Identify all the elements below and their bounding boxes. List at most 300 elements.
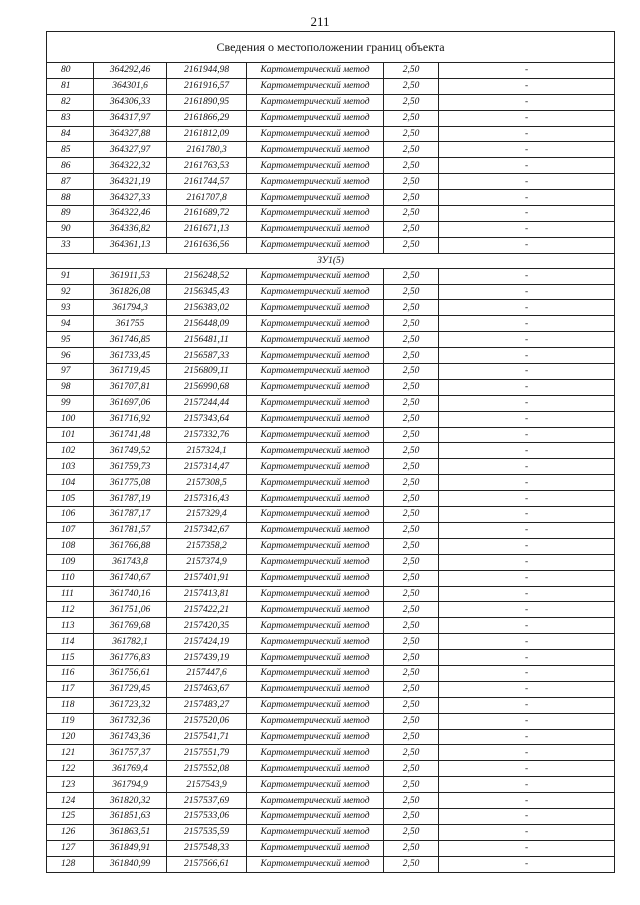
section-row [47, 253, 615, 268]
method-cell: Картометрический метод [247, 237, 384, 253]
method-cell: Картометрический метод [247, 475, 384, 491]
accuracy-cell: 2,50 [384, 650, 439, 666]
x-coordinate-cell: 361911,53 [94, 268, 167, 284]
method-cell: Картометрический метод [247, 745, 384, 761]
note-cell: - [439, 316, 615, 332]
method-cell: Картометрический метод [247, 538, 384, 554]
accuracy-cell: 2,50 [384, 618, 439, 634]
table-row [47, 570, 615, 586]
table-row [47, 110, 615, 126]
accuracy-cell: 2,50 [384, 681, 439, 697]
y-coordinate-cell: 2157552,08 [167, 761, 247, 777]
y-coordinate-cell: 2157447,6 [167, 665, 247, 681]
method-cell: Картометрический метод [247, 364, 384, 380]
x-coordinate-cell: 361719,45 [94, 364, 167, 380]
x-coordinate-cell: 364322,46 [94, 206, 167, 222]
note-cell: - [439, 713, 615, 729]
x-coordinate-cell: 361794,3 [94, 300, 167, 316]
method-cell: Картометрический метод [247, 443, 384, 459]
table-title: Сведения о местоположении границ объекта [47, 32, 615, 63]
method-cell: Картометрический метод [247, 78, 384, 94]
point-number-cell: 88 [47, 190, 94, 206]
point-number-cell: 91 [47, 268, 94, 284]
y-coordinate-cell: 2157439,19 [167, 650, 247, 666]
x-coordinate-cell: 361697,06 [94, 395, 167, 411]
point-number-cell: 115 [47, 650, 94, 666]
note-cell: - [439, 78, 615, 94]
y-coordinate-cell: 2157422,21 [167, 602, 247, 618]
note-cell: - [439, 634, 615, 650]
x-coordinate-cell: 361740,67 [94, 570, 167, 586]
x-coordinate-cell: 361782,1 [94, 634, 167, 650]
y-coordinate-cell: 2157548,33 [167, 840, 247, 856]
y-coordinate-cell: 2157483,27 [167, 697, 247, 713]
table-row [47, 507, 615, 523]
table-row [47, 206, 615, 222]
y-coordinate-cell: 2157343,64 [167, 411, 247, 427]
table-row [47, 158, 615, 174]
y-coordinate-cell: 2157244,44 [167, 395, 247, 411]
note-cell: - [439, 570, 615, 586]
table-row [47, 538, 615, 554]
accuracy-cell: 2,50 [384, 443, 439, 459]
x-coordinate-cell: 364321,19 [94, 174, 167, 190]
note-cell: - [439, 808, 615, 824]
y-coordinate-cell: 2157541,71 [167, 729, 247, 745]
accuracy-cell: 2,50 [384, 316, 439, 332]
y-coordinate-cell: 2156345,43 [167, 284, 247, 300]
method-cell: Картометрический метод [247, 650, 384, 666]
table-row [47, 777, 615, 793]
x-coordinate-cell: 361743,8 [94, 554, 167, 570]
table-row [47, 348, 615, 364]
note-cell: - [439, 221, 615, 237]
y-coordinate-cell: 2157420,35 [167, 618, 247, 634]
accuracy-cell: 2,50 [384, 634, 439, 650]
accuracy-cell: 2,50 [384, 110, 439, 126]
point-number-cell: 113 [47, 618, 94, 634]
y-coordinate-cell: 2156990,68 [167, 379, 247, 395]
method-cell: Картометрический метод [247, 840, 384, 856]
table-group-a [47, 63, 615, 254]
accuracy-cell: 2,50 [384, 570, 439, 586]
y-coordinate-cell: 2157324,1 [167, 443, 247, 459]
note-cell: - [439, 284, 615, 300]
accuracy-cell: 2,50 [384, 190, 439, 206]
point-number-cell: 122 [47, 761, 94, 777]
y-coordinate-cell: 2156248,52 [167, 268, 247, 284]
x-coordinate-cell: 361751,06 [94, 602, 167, 618]
y-coordinate-cell: 2156587,33 [167, 348, 247, 364]
method-cell: Картометрический метод [247, 793, 384, 809]
y-coordinate-cell: 2157401,91 [167, 570, 247, 586]
point-number-cell: 118 [47, 697, 94, 713]
table-row [47, 793, 615, 809]
note-cell: - [439, 63, 615, 79]
x-coordinate-cell: 361851,63 [94, 808, 167, 824]
x-coordinate-cell: 361769,68 [94, 618, 167, 634]
point-number-cell: 126 [47, 824, 94, 840]
x-coordinate-cell: 361741,48 [94, 427, 167, 443]
y-coordinate-cell: 2156481,11 [167, 332, 247, 348]
x-coordinate-cell: 361732,36 [94, 713, 167, 729]
point-number-cell: 85 [47, 142, 94, 158]
table-row [47, 554, 615, 570]
accuracy-cell: 2,50 [384, 602, 439, 618]
method-cell: Картометрический метод [247, 634, 384, 650]
point-number-cell: 92 [47, 284, 94, 300]
note-cell: - [439, 237, 615, 253]
method-cell: Картометрический метод [247, 284, 384, 300]
x-coordinate-cell: 364292,46 [94, 63, 167, 79]
y-coordinate-cell: 2157413,81 [167, 586, 247, 602]
accuracy-cell: 2,50 [384, 158, 439, 174]
x-coordinate-cell: 361787,19 [94, 491, 167, 507]
accuracy-cell: 2,50 [384, 538, 439, 554]
table-row [47, 237, 615, 253]
accuracy-cell: 2,50 [384, 729, 439, 745]
x-coordinate-cell: 361757,37 [94, 745, 167, 761]
method-cell: Картометрический метод [247, 126, 384, 142]
note-cell: - [439, 459, 615, 475]
method-cell: Картометрический метод [247, 713, 384, 729]
point-number-cell: 112 [47, 602, 94, 618]
method-cell: Картометрический метод [247, 332, 384, 348]
table-row [47, 475, 615, 491]
accuracy-cell: 2,50 [384, 411, 439, 427]
accuracy-cell: 2,50 [384, 395, 439, 411]
point-number-cell: 124 [47, 793, 94, 809]
note-cell: - [439, 824, 615, 840]
y-coordinate-cell: 2161944,98 [167, 63, 247, 79]
x-coordinate-cell: 361729,45 [94, 681, 167, 697]
table-row [47, 697, 615, 713]
method-cell: Картометрический метод [247, 459, 384, 475]
accuracy-cell: 2,50 [384, 808, 439, 824]
x-coordinate-cell: 361746,85 [94, 332, 167, 348]
point-number-cell: 121 [47, 745, 94, 761]
y-coordinate-cell: 2157551,79 [167, 745, 247, 761]
note-cell: - [439, 761, 615, 777]
point-number-cell: 81 [47, 78, 94, 94]
x-coordinate-cell: 361794,9 [94, 777, 167, 793]
note-cell: - [439, 554, 615, 570]
accuracy-cell: 2,50 [384, 78, 439, 94]
method-cell: Картометрический метод [247, 379, 384, 395]
point-number-cell: 82 [47, 94, 94, 110]
table-row [47, 634, 615, 650]
y-coordinate-cell: 2161744,57 [167, 174, 247, 190]
accuracy-cell: 2,50 [384, 856, 439, 872]
note-cell: - [439, 268, 615, 284]
note-cell: - [439, 729, 615, 745]
note-cell: - [439, 475, 615, 491]
point-number-cell: 84 [47, 126, 94, 142]
table-row [47, 856, 615, 872]
point-number-cell: 101 [47, 427, 94, 443]
point-number-cell: 80 [47, 63, 94, 79]
x-coordinate-cell: 364306,33 [94, 94, 167, 110]
x-coordinate-cell: 364336,82 [94, 221, 167, 237]
note-cell: - [439, 522, 615, 538]
method-cell: Картометрический метод [247, 761, 384, 777]
table-title-row [47, 32, 615, 63]
y-coordinate-cell: 2157535,59 [167, 824, 247, 840]
point-number-cell: 98 [47, 379, 94, 395]
method-cell: Картометрический метод [247, 808, 384, 824]
table-row [47, 364, 615, 380]
y-coordinate-cell: 2161780,3 [167, 142, 247, 158]
note-cell: - [439, 126, 615, 142]
method-cell: Картометрический метод [247, 395, 384, 411]
point-number-cell: 86 [47, 158, 94, 174]
point-number-cell: 105 [47, 491, 94, 507]
note-cell: - [439, 364, 615, 380]
point-number-cell: 90 [47, 221, 94, 237]
note-cell: - [439, 777, 615, 793]
table-row [47, 126, 615, 142]
accuracy-cell: 2,50 [384, 94, 439, 110]
y-coordinate-cell: 2157316,43 [167, 491, 247, 507]
accuracy-cell: 2,50 [384, 491, 439, 507]
y-coordinate-cell: 2161689,72 [167, 206, 247, 222]
point-number-cell: 96 [47, 348, 94, 364]
table-row [47, 840, 615, 856]
y-coordinate-cell: 2157533,06 [167, 808, 247, 824]
y-coordinate-cell: 2161812,09 [167, 126, 247, 142]
note-cell: - [439, 110, 615, 126]
method-cell: Картометрический метод [247, 427, 384, 443]
section-label: ЗУ1(5) [47, 253, 615, 268]
table-row [47, 174, 615, 190]
x-coordinate-cell: 361863,51 [94, 824, 167, 840]
method-cell: Картометрический метод [247, 206, 384, 222]
point-number-cell: 120 [47, 729, 94, 745]
table-row [47, 221, 615, 237]
method-cell: Картометрический метод [247, 94, 384, 110]
method-cell: Картометрический метод [247, 190, 384, 206]
x-coordinate-cell: 364327,97 [94, 142, 167, 158]
note-cell: - [439, 206, 615, 222]
table-row [47, 824, 615, 840]
accuracy-cell: 2,50 [384, 268, 439, 284]
accuracy-cell: 2,50 [384, 364, 439, 380]
note-cell: - [439, 793, 615, 809]
x-coordinate-cell: 361826,08 [94, 284, 167, 300]
method-cell: Картометрический метод [247, 411, 384, 427]
point-number-cell: 95 [47, 332, 94, 348]
y-coordinate-cell: 2157543,9 [167, 777, 247, 793]
y-coordinate-cell: 2161671,13 [167, 221, 247, 237]
accuracy-cell: 2,50 [384, 284, 439, 300]
note-cell: - [439, 395, 615, 411]
y-coordinate-cell: 2161890,95 [167, 94, 247, 110]
method-cell: Картометрический метод [247, 300, 384, 316]
y-coordinate-cell: 2161866,29 [167, 110, 247, 126]
x-coordinate-cell: 361740,16 [94, 586, 167, 602]
table-row [47, 78, 615, 94]
x-coordinate-cell: 361723,32 [94, 697, 167, 713]
table-row [47, 190, 615, 206]
table-row [47, 586, 615, 602]
accuracy-cell: 2,50 [384, 63, 439, 79]
y-coordinate-cell: 2157520,06 [167, 713, 247, 729]
note-cell: - [439, 158, 615, 174]
point-number-cell: 103 [47, 459, 94, 475]
accuracy-cell: 2,50 [384, 206, 439, 222]
accuracy-cell: 2,50 [384, 697, 439, 713]
table-row [47, 332, 615, 348]
note-cell: - [439, 681, 615, 697]
note-cell: - [439, 840, 615, 856]
method-cell: Картометрический метод [247, 268, 384, 284]
note-cell: - [439, 379, 615, 395]
note-cell: - [439, 190, 615, 206]
method-cell: Картометрический метод [247, 570, 384, 586]
table-row [47, 142, 615, 158]
method-cell: Картометрический метод [247, 158, 384, 174]
note-cell: - [439, 507, 615, 523]
note-cell: - [439, 411, 615, 427]
accuracy-cell: 2,50 [384, 475, 439, 491]
point-number-cell: 114 [47, 634, 94, 650]
y-coordinate-cell: 2157374,9 [167, 554, 247, 570]
y-coordinate-cell: 2157332,76 [167, 427, 247, 443]
x-coordinate-cell: 361776,83 [94, 650, 167, 666]
accuracy-cell: 2,50 [384, 379, 439, 395]
note-cell: - [439, 94, 615, 110]
point-number-cell: 100 [47, 411, 94, 427]
method-cell: Картометрический метод [247, 522, 384, 538]
table-row [47, 268, 615, 284]
point-number-cell: 108 [47, 538, 94, 554]
note-cell: - [439, 745, 615, 761]
note-cell: - [439, 602, 615, 618]
x-coordinate-cell: 361756,61 [94, 665, 167, 681]
note-cell: - [439, 332, 615, 348]
x-coordinate-cell: 364322,32 [94, 158, 167, 174]
accuracy-cell: 2,50 [384, 761, 439, 777]
note-cell: - [439, 174, 615, 190]
table-row [47, 808, 615, 824]
table-group-b [47, 268, 615, 872]
method-cell: Картометрический метод [247, 697, 384, 713]
y-coordinate-cell: 2161707,8 [167, 190, 247, 206]
table-row [47, 729, 615, 745]
note-cell: - [439, 618, 615, 634]
table-row [47, 63, 615, 79]
point-number-cell: 123 [47, 777, 94, 793]
table-row [47, 411, 615, 427]
method-cell: Картометрический метод [247, 554, 384, 570]
point-number-cell: 106 [47, 507, 94, 523]
table-row [47, 618, 615, 634]
x-coordinate-cell: 361840,99 [94, 856, 167, 872]
x-coordinate-cell: 361820,32 [94, 793, 167, 809]
accuracy-cell: 2,50 [384, 348, 439, 364]
method-cell: Картометрический метод [247, 602, 384, 618]
accuracy-cell: 2,50 [384, 586, 439, 602]
x-coordinate-cell: 364327,33 [94, 190, 167, 206]
point-number-cell: 97 [47, 364, 94, 380]
note-cell: - [439, 538, 615, 554]
point-number-cell: 119 [47, 713, 94, 729]
method-cell: Картометрический метод [247, 586, 384, 602]
method-cell: Картометрический метод [247, 491, 384, 507]
y-coordinate-cell: 2156448,09 [167, 316, 247, 332]
y-coordinate-cell: 2161916,57 [167, 78, 247, 94]
y-coordinate-cell: 2157329,4 [167, 507, 247, 523]
accuracy-cell: 2,50 [384, 745, 439, 761]
table-row [47, 665, 615, 681]
table-row [47, 316, 615, 332]
note-cell: - [439, 300, 615, 316]
accuracy-cell: 2,50 [384, 142, 439, 158]
accuracy-cell: 2,50 [384, 665, 439, 681]
y-coordinate-cell: 2161763,53 [167, 158, 247, 174]
x-coordinate-cell: 361733,45 [94, 348, 167, 364]
x-coordinate-cell: 361769,4 [94, 761, 167, 777]
note-cell: - [439, 491, 615, 507]
point-number-cell: 117 [47, 681, 94, 697]
x-coordinate-cell: 361749,52 [94, 443, 167, 459]
method-cell: Картометрический метод [247, 824, 384, 840]
x-coordinate-cell: 364327,88 [94, 126, 167, 142]
x-coordinate-cell: 361743,36 [94, 729, 167, 745]
method-cell: Картометрический метод [247, 729, 384, 745]
table-row [47, 761, 615, 777]
point-number-cell: 33 [47, 237, 94, 253]
point-number-cell: 111 [47, 586, 94, 602]
point-number-cell: 93 [47, 300, 94, 316]
point-number-cell: 127 [47, 840, 94, 856]
table-row [47, 443, 615, 459]
method-cell: Картометрический метод [247, 618, 384, 634]
point-number-cell: 110 [47, 570, 94, 586]
boundary-coordinates-table [46, 31, 615, 873]
point-number-cell: 89 [47, 206, 94, 222]
x-coordinate-cell: 364317,97 [94, 110, 167, 126]
accuracy-cell: 2,50 [384, 427, 439, 443]
accuracy-cell: 2,50 [384, 459, 439, 475]
method-cell: Картометрический метод [247, 777, 384, 793]
x-coordinate-cell: 361716,92 [94, 411, 167, 427]
method-cell: Картометрический метод [247, 316, 384, 332]
y-coordinate-cell: 2157342,67 [167, 522, 247, 538]
y-coordinate-cell: 2157566,61 [167, 856, 247, 872]
note-cell: - [439, 697, 615, 713]
method-cell: Картометрический метод [247, 63, 384, 79]
point-number-cell: 125 [47, 808, 94, 824]
table-row [47, 602, 615, 618]
accuracy-cell: 2,50 [384, 237, 439, 253]
x-coordinate-cell: 364301,6 [94, 78, 167, 94]
point-number-cell: 128 [47, 856, 94, 872]
accuracy-cell: 2,50 [384, 126, 439, 142]
method-cell: Картометрический метод [247, 174, 384, 190]
point-number-cell: 94 [47, 316, 94, 332]
point-number-cell: 107 [47, 522, 94, 538]
table-row [47, 379, 615, 395]
method-cell: Картометрический метод [247, 507, 384, 523]
point-number-cell: 102 [47, 443, 94, 459]
accuracy-cell: 2,50 [384, 840, 439, 856]
accuracy-cell: 2,50 [384, 554, 439, 570]
table-row [47, 284, 615, 300]
accuracy-cell: 2,50 [384, 174, 439, 190]
y-coordinate-cell: 2157314,47 [167, 459, 247, 475]
note-cell: - [439, 348, 615, 364]
